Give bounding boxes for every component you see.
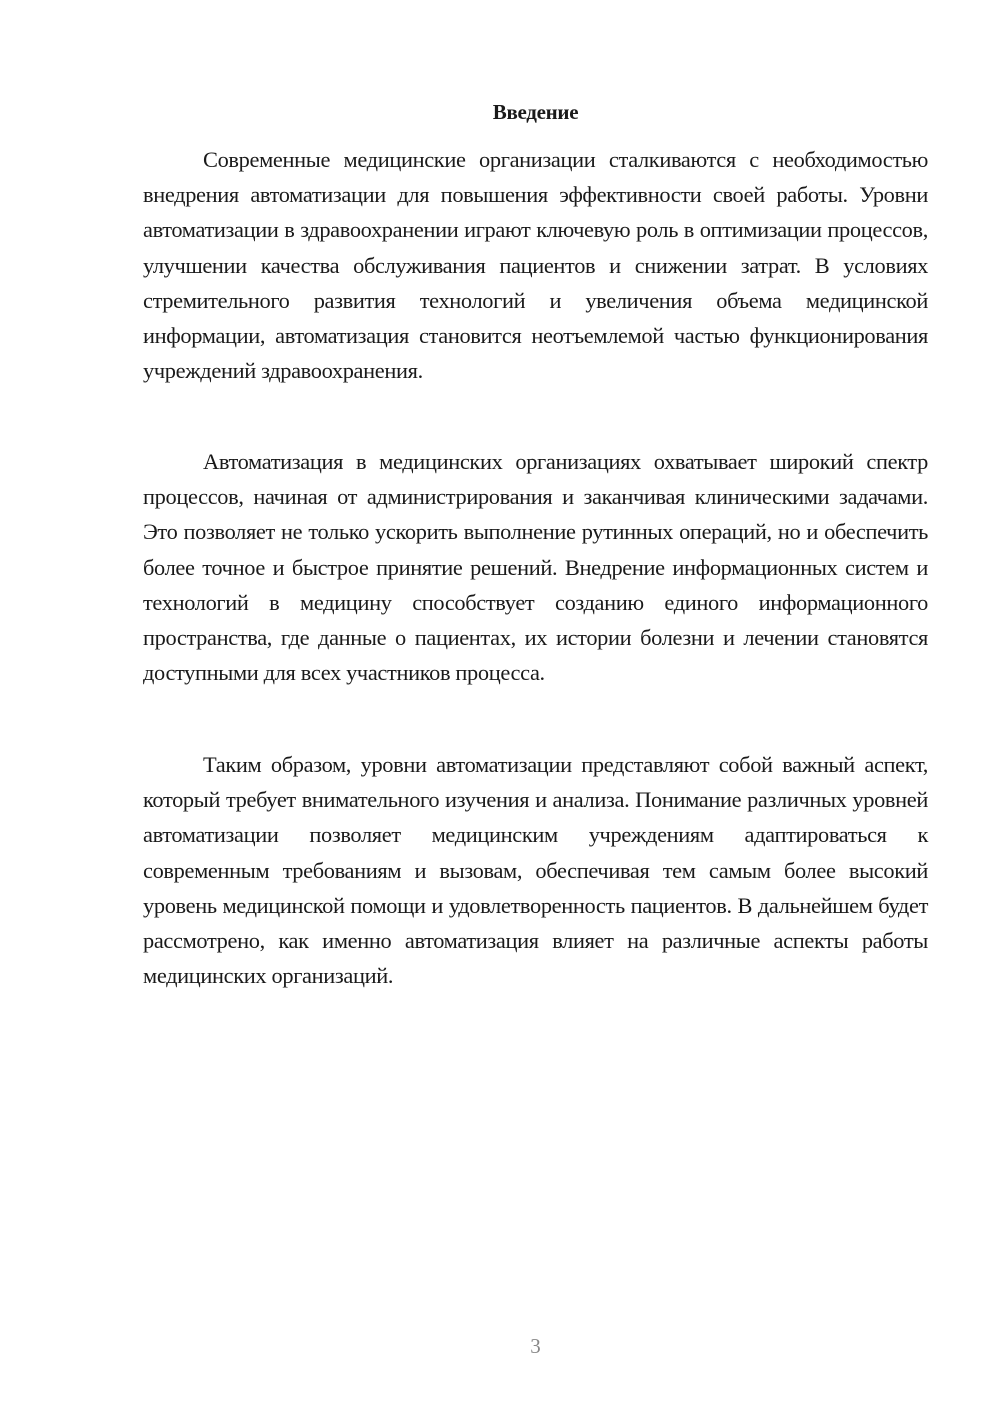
page-number: 3 xyxy=(530,1334,541,1358)
paragraph-scope: Автоматизация в медицинских организациях охватывает широкий спектр процессов, начиная от администрирования и заканчивая клиническими задачами. Это позволяет не только ускорить выполнение рутинных операций, но и обеспечить более точное и быстрое принятие решений. Внедрение информационных систем и технологий в медицину способствует созданию единого информационного пространства, где данные о пациентах, их истории болезни и лечении становятся доступными для всех участников процесса. xyxy=(143,449,928,686)
paragraph-conclusion: Таким образом, уровни автоматизации представляют собой важный аспект, который требует внимательного изучения и анализа. Понимание различных уровней автоматизации позволяет медицинским учреждениям адаптироваться к современным требованиям и вызовам, обеспечивая тем самым более высокий уровень медицинской помощи и удовлетворенность пациентов. В дальнейшем будет рассмотрено, как именно автоматизация влияет на различные аспекты работы медицинских организаций. xyxy=(143,752,928,989)
section-title: Введение xyxy=(492,100,579,124)
paragraph-intro: Современные медицинские организации сталкиваются с необходимостью внедрения автоматизации для повышения эффективности своей работы. Уровни автоматизации в здравоохранении играют ключевую роль в оптимизации процессов, улучшении качества обслуживания пациентов и снижении затрат. В условиях стремительного развития технологий и увеличения объема медицинской информации, автоматизация становится неотъемлемой частью функционирования учреждений здравоохранения. xyxy=(143,147,928,384)
document-page xyxy=(143,0,928,1414)
